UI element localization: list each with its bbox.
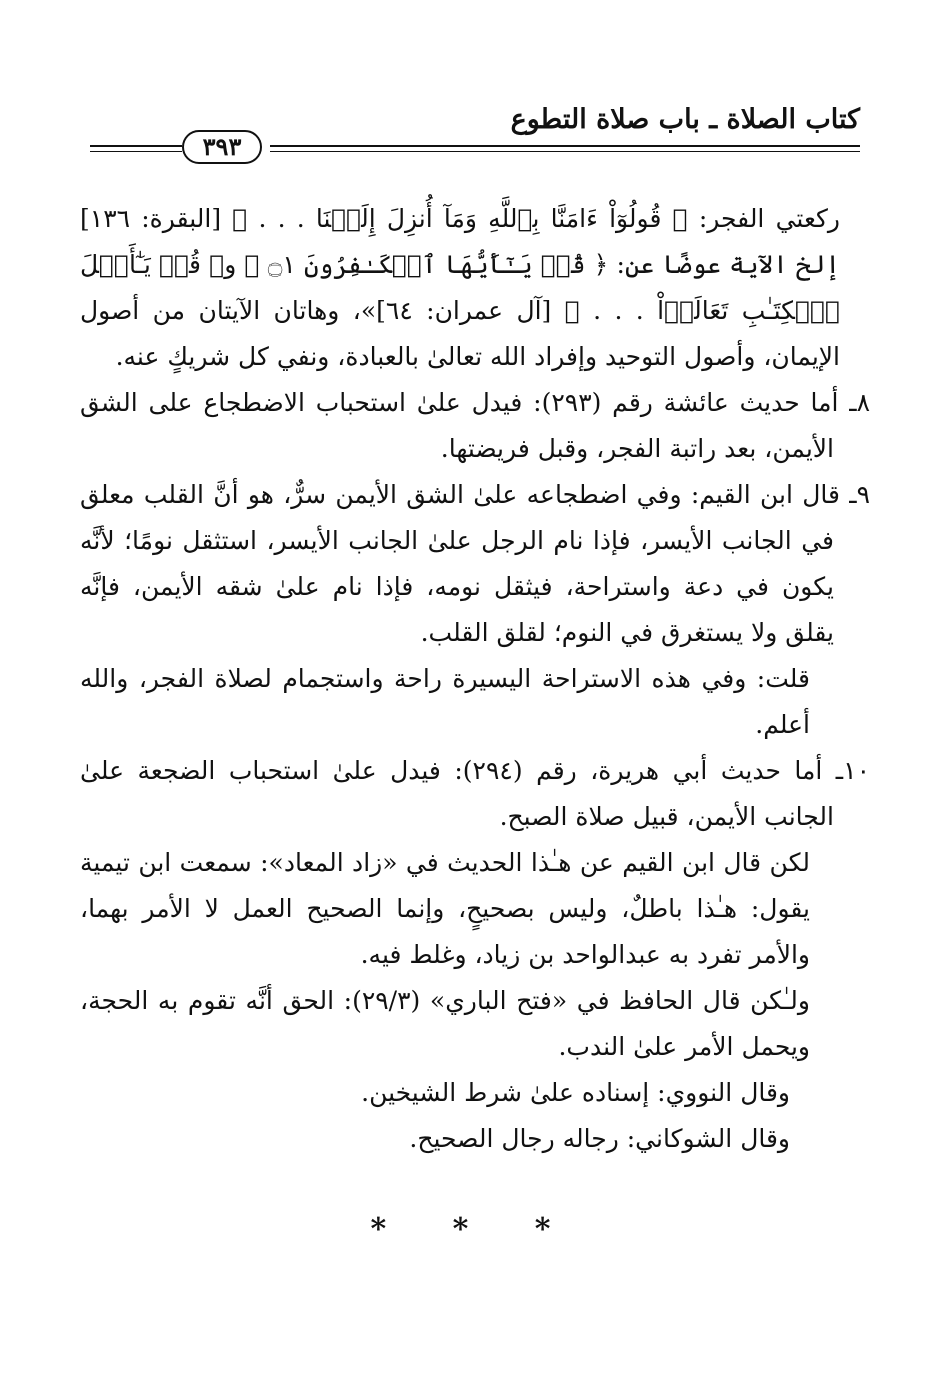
paragraph-shawkani: وقال الشوكاني: رجاله رجال الصحيح. <box>409 1124 790 1153</box>
page-number: ٣٩٣ <box>182 130 262 164</box>
paragraph-point-9: ٩ـ قال ابن القيم: وفي اضطجاعه علىٰ الشق الأيمن سرٌّ، هو أنَّ القلب معلق في الجانب الأيسر، فإذا نام الرجل علىٰ الجانب الأيسر، استثقل نومًا؛ لأنَّه يكون في دعة واستراحة، فيثقل نومه، فإذا نام علىٰ شقه الأيمن، فإنَّه يقلق ولا يستغرق في النوم؛ لقلق القلب. <box>80 480 870 647</box>
paragraph-comment: قلت: وفي هذه الاستراحة اليسيرة راحة واستجمام لصلاة الفجر، والله أعلم. <box>80 664 810 739</box>
page-body <box>80 196 870 1162</box>
section-separator: * * * <box>370 1212 579 1247</box>
header-rule-left <box>90 145 182 147</box>
header-title: كتاب الصلاة ـ باب صلاة التطوع <box>510 104 860 135</box>
paragraph-quran-verses: ركعتي الفجر: ﴿ قُولُوٓاْ ءَامَنَّا بِٱللَّهِ وَمَآ أُنزِلَ إِلَيۡنَا . . . ﴾ [البقرة: ١٣٦] إلخ الآية عوضًا عن: ﴿ قُلۡ يَـٰٓأَيُّهَا ٱلۡكَـٰفِرُونَ ۝١ ﴾ و﴿ قُلۡ يَـٰٓأَهۡلَ ٱلۡكِتَـٰبِ تَعَالَوۡاْ . . . ﴾ [آل عمران: ٦٤]»، وهاتان الآيتان من أصول الإيمان، وأصول التوحيد وإفراد الله تعالىٰ بالعبادة، ونفي كل شريكٍ عنه. <box>80 204 840 371</box>
header-rule-right <box>270 145 860 147</box>
paragraph-nawawi: وقال النووي: إسناده علىٰ شرط الشيخين. <box>361 1078 790 1107</box>
header-rule-right-thin <box>270 151 860 152</box>
paragraph-point-10: ١٠ـ أما حديث أبي هريرة، رقم (٢٩٤): فيدل علىٰ استحباب الضجعة علىٰ الجانب الأيمن، قبيل صلاة الصبح. <box>80 756 870 831</box>
page-header <box>90 102 860 164</box>
paragraph-point-8: ٨ـ أما حديث عائشة رقم (٢٩٣): فيدل علىٰ استحباب الاضطجاع على الشق الأيمن، بعد راتبة الفجر، وقبل فريضتها. <box>80 388 870 463</box>
header-rule-left-thin <box>90 151 182 152</box>
paragraph-hafiz: ولـٰكن قال الحافظ في «فتح الباري» (٢٩/٣): الحق أنَّه تقوم به الحجة، ويحمل الأمر علىٰ الندب. <box>80 986 810 1061</box>
paragraph-ibn-qayyim: لكن قال ابن القيم عن هـٰذا الحديث في «زاد المعاد»: سمعت ابن تيمية يقول: هـٰذا باطلٌ، وليس بصحيحٍ، وإنما الصحيح العمل لا الأمر بهما، والأمر تفرد به عبدالواحد بن زياد، وغلط فيه. <box>80 848 810 969</box>
